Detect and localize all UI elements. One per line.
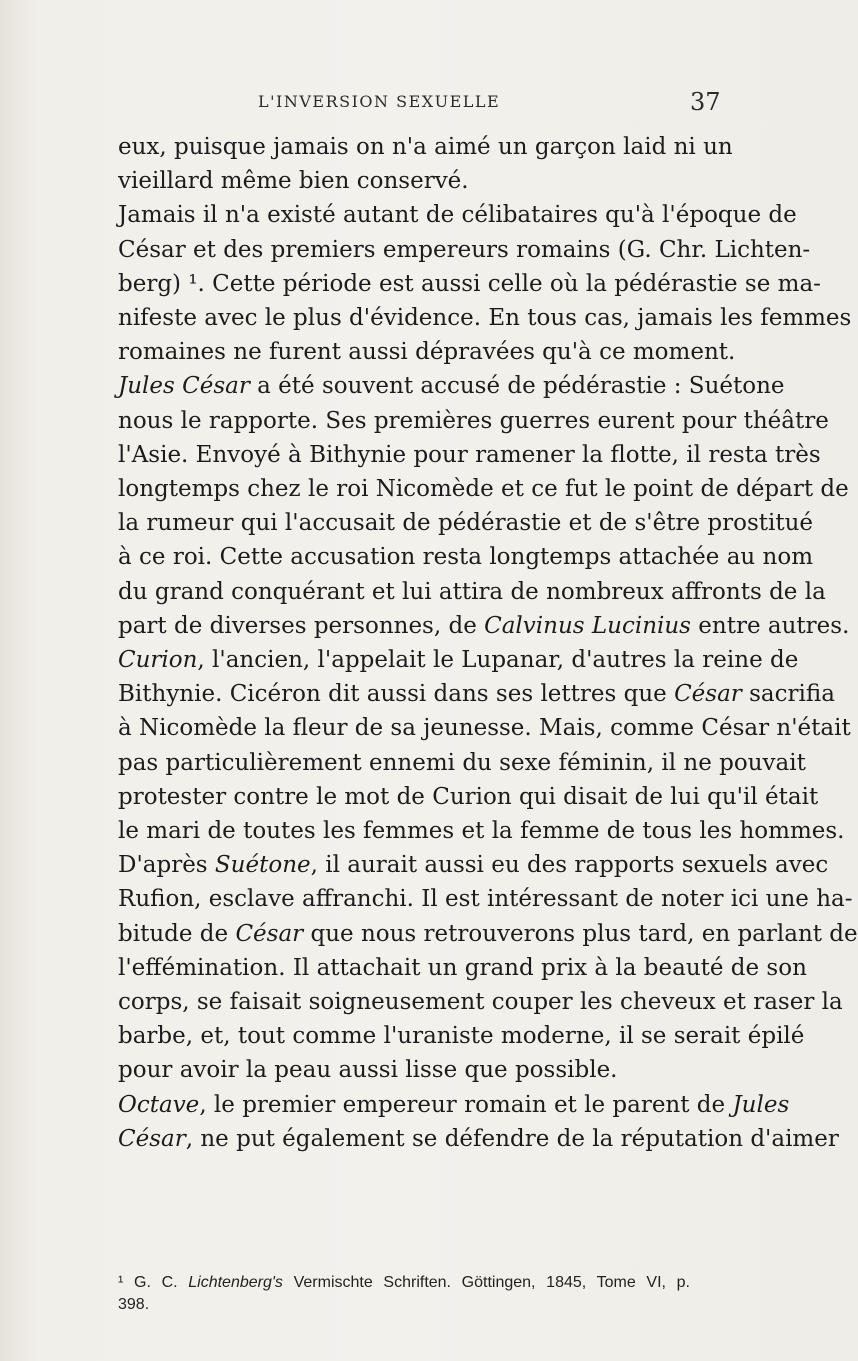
italic-text: Lichtenberg's xyxy=(188,1274,283,1291)
text-line xyxy=(118,780,819,814)
text-line xyxy=(118,643,799,677)
italic-text: Suétone xyxy=(214,852,311,879)
text-line xyxy=(118,1088,790,1122)
text-span: , ne put également se défendre de la réputation d'aimer xyxy=(185,1125,839,1152)
text-span: longtemps chez le roi Nicomède et ce fut le point de départ de xyxy=(118,476,849,502)
text-line xyxy=(118,301,852,335)
text-line xyxy=(118,1122,839,1156)
italic-text: César xyxy=(235,920,304,947)
italic-text: César xyxy=(118,1125,186,1152)
text-line xyxy=(118,609,850,643)
text-line xyxy=(118,335,736,369)
running-head: L'INVERSION SEXUELLE xyxy=(258,92,501,111)
footnote-line xyxy=(118,1272,690,1294)
text-line xyxy=(118,233,811,267)
text-span: romaines ne furent aussi dépravées qu'à ce moment. xyxy=(118,339,736,366)
text-line xyxy=(118,130,733,164)
text-span: à ce roi. Cette accusation resta longtemps attachée au nom xyxy=(118,544,813,571)
text-line xyxy=(118,848,829,882)
text-span: , il aurait aussi eu des rapports sexuels avec xyxy=(310,852,829,879)
text-span: nous le rapporte. Ses premières guerres eurent pour théâtre xyxy=(118,407,829,434)
text-line xyxy=(118,677,835,711)
text-span: 398. xyxy=(118,1296,150,1313)
text-span: eux, puisque jamais on n'a aimé un garçon laid ni un xyxy=(118,134,733,160)
text-line xyxy=(118,540,813,574)
text-line xyxy=(118,1053,690,1087)
text-span: D'après xyxy=(118,852,215,879)
page-header xyxy=(0,88,800,122)
text-span: vieillard même bien conservé. xyxy=(118,168,469,195)
italic-text: Octave xyxy=(118,1091,200,1118)
text-line xyxy=(118,711,851,745)
text-span: que nous retrouverons plus tard, en parlant de xyxy=(303,920,858,947)
text-line xyxy=(118,506,814,540)
text-span: Jamais il n'a existé autant de célibataires qu'à l'époque de xyxy=(118,202,797,229)
text-span: , le premier empereur romain et le parent de xyxy=(199,1091,733,1118)
text-span: part de diverses personnes, de xyxy=(118,612,485,639)
text-span: entre autres. xyxy=(691,612,850,639)
text-span: l'effémination. Il attachait un grand prix à la beauté de son xyxy=(118,954,807,981)
text-span: l'Asie. Envoyé à Bithynie pour ramener la flotte, il resta très xyxy=(118,441,821,468)
text-line xyxy=(118,917,858,951)
text-span: bitude de xyxy=(118,920,236,947)
text-span: Vermischte Schriften. Göttingen, 1845, Tome VI, p. xyxy=(282,1274,690,1291)
text-span: protester contre le mot de Curion qui disait de lui qu'il était xyxy=(118,783,819,810)
text-line xyxy=(118,472,849,506)
text-span: pas particulièrement ennemi du sexe féminin, il ne pouvait xyxy=(118,749,806,776)
text-span: a été souvent accusé de pédérastie : Suétone xyxy=(249,373,785,400)
text-line xyxy=(118,985,843,1019)
text-span: corps, se faisait soigneusement couper les cheveux et raser la xyxy=(118,989,843,1015)
text-span: César et des premiers empereurs romains (G. Chr. Lichten- xyxy=(118,236,811,263)
text-span: , l'ancien, l'appelait le Lupanar, d'autres la reine de xyxy=(197,647,799,673)
text-line xyxy=(118,575,826,609)
text-line xyxy=(118,882,853,916)
text-span: la rumeur qui l'accusait de pédérastie et de s'être prostitué xyxy=(118,510,814,537)
text-line xyxy=(118,198,797,232)
footnote-line xyxy=(118,1294,690,1316)
text-line xyxy=(118,1019,805,1053)
text-span: sacrifia xyxy=(741,681,835,708)
text-line xyxy=(118,404,829,438)
italic-text: Calvinus Lucinius xyxy=(484,612,691,639)
text-span: du grand conquérant et lui attira de nombreux affronts de la xyxy=(118,578,826,605)
italic-text: Curion xyxy=(118,647,198,673)
text-line xyxy=(118,814,845,848)
text-line xyxy=(118,267,821,301)
italic-text: Jules César xyxy=(118,373,250,400)
text-span: berg) ¹. Cette période est aussi celle où la pédérastie se ma- xyxy=(118,270,821,297)
text-line xyxy=(118,951,807,985)
text-span: pour avoir la peau aussi lisse que possible. xyxy=(118,1057,618,1084)
text-line xyxy=(118,369,785,403)
text-span: à Nicomède la fleur de sa jeunesse. Mais, comme César n'était xyxy=(118,715,851,742)
page-number: 37 xyxy=(690,88,721,116)
text-line xyxy=(118,164,690,198)
text-span: barbe, et, tout comme l'uraniste moderne, il se serait épilé xyxy=(118,1023,805,1050)
footnote xyxy=(118,1272,690,1316)
text-span: nifeste avec le plus d'évidence. En tous cas, jamais les femmes xyxy=(118,305,852,331)
text-span: ¹ G. C. xyxy=(118,1274,189,1291)
text-span: le mari de toutes les femmes et la femme de tous les hommes. xyxy=(118,818,845,844)
text-span: Bithynie. Cicéron dit aussi dans ses lettres que xyxy=(118,681,675,708)
italic-text: César xyxy=(674,681,742,708)
italic-text: Jules xyxy=(732,1091,790,1118)
text-line xyxy=(118,438,821,472)
text-line xyxy=(118,746,806,780)
text-span: Rufion, esclave affranchi. Il est intéressant de noter ici une ha- xyxy=(118,886,853,913)
